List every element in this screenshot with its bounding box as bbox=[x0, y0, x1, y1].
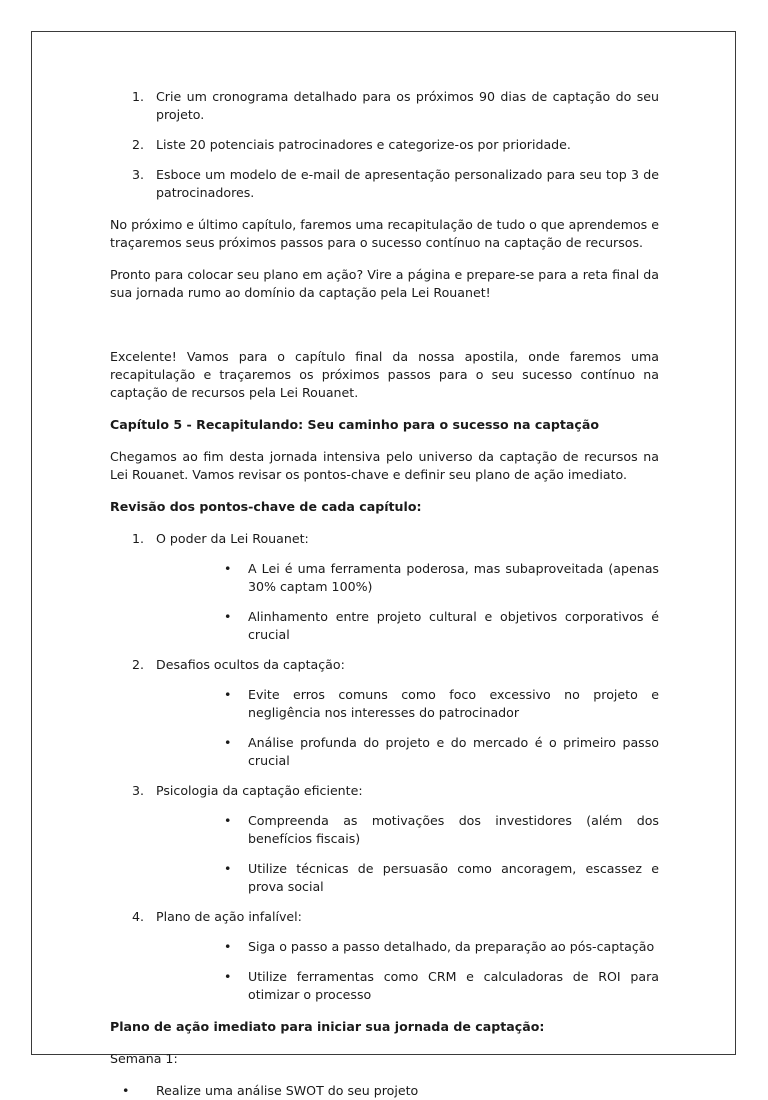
list-number: 1. bbox=[132, 531, 145, 546]
chapter-title: Capítulo 5 - Recapitulando: Seu caminho para o sucesso na captação bbox=[110, 417, 599, 432]
list-number: 3. bbox=[132, 783, 145, 798]
bullet-icon: • bbox=[224, 939, 232, 954]
list-number: 3. bbox=[132, 167, 145, 182]
bullet-text: Análise profunda do projeto e do mercado é o primeiro passo crucial bbox=[248, 735, 659, 768]
list-item bbox=[110, 166, 659, 202]
bullet-text: Realize uma análise SWOT do seu projeto bbox=[156, 1083, 419, 1098]
bullet-text: A Lei é uma ferramenta poderosa, mas subaproveitada (apenas 30% captam 100%) bbox=[248, 561, 659, 594]
list-item bbox=[110, 88, 659, 124]
list-item bbox=[110, 530, 659, 644]
bullet-text: Siga o passo a passo detalhado, da preparação ao pós-captação bbox=[248, 939, 655, 954]
list-item-title: Psicologia da captação eficiente: bbox=[156, 783, 363, 798]
bullet-item bbox=[156, 608, 659, 644]
bullet-icon: • bbox=[224, 735, 232, 750]
bullet-text: Utilize ferramentas como CRM e calculadoras de ROI para otimizar o processo bbox=[248, 969, 659, 1002]
bullet-text: Alinhamento entre projeto cultural e objetivos corporativos é crucial bbox=[248, 609, 659, 642]
bullet-item bbox=[156, 734, 659, 770]
bullet-list bbox=[156, 686, 659, 770]
bullet-icon: • bbox=[224, 609, 232, 624]
bullet-item bbox=[156, 812, 659, 848]
bullet-item bbox=[156, 860, 659, 896]
bullet-icon: • bbox=[224, 687, 232, 702]
bullet-text: Evite erros comuns como foco excessivo no projeto e negligência nos interesses do patrocinador bbox=[248, 687, 659, 720]
list-item-text: Liste 20 potenciais patrocinadores e categorize-os por prioridade. bbox=[156, 137, 571, 152]
list-number: 1. bbox=[132, 89, 145, 104]
bullet-item bbox=[110, 1082, 659, 1100]
bullet-icon: • bbox=[224, 969, 232, 984]
list-number: 4. bbox=[132, 909, 145, 924]
paragraph-arrived: Chegamos ao fim desta jornada intensiva pelo universo da captação de recursos na Lei Rouanet. Vamos revisar os pontos-chave e definir seu plano de ação imediato. bbox=[110, 449, 659, 482]
list-number: 2. bbox=[132, 657, 145, 672]
bullet-item bbox=[156, 968, 659, 1004]
list-item bbox=[110, 782, 659, 896]
list-item-title: O poder da Lei Rouanet: bbox=[156, 531, 309, 546]
paragraph-next-chapter: No próximo e último capítulo, faremos uma recapitulação de tudo o que aprendemos e traçaremos seus próximos passos para o sucesso contínuo na captação de recursos. bbox=[110, 217, 659, 250]
list-item-title: Desafios ocultos da captação: bbox=[156, 657, 345, 672]
bullet-item bbox=[156, 686, 659, 722]
list-item-text: Crie um cronograma detalhado para os próximos 90 dias de captação do seu projeto. bbox=[156, 89, 659, 122]
list-item bbox=[110, 136, 659, 154]
bullet-icon: • bbox=[224, 861, 232, 876]
paragraph-excellent: Excelente! Vamos para o capítulo final da nossa apostila, onde faremos uma recapitulação e traçaremos os próximos passos para o seu sucesso contínuo na captação de recursos pela Lei Rouanet. bbox=[110, 349, 659, 400]
action-plan-heading: Plano de ação imediato para iniciar sua jornada de captação: bbox=[110, 1019, 545, 1034]
bullet-icon: • bbox=[122, 1083, 130, 1098]
section-gap bbox=[110, 316, 659, 348]
bullet-list bbox=[156, 938, 659, 1004]
intro-numbered-list bbox=[110, 88, 659, 202]
review-numbered-list bbox=[110, 530, 659, 1004]
bullet-list bbox=[156, 812, 659, 896]
week-label: Semana 1: bbox=[110, 1051, 178, 1066]
review-heading: Revisão dos pontos-chave de cada capítulo: bbox=[110, 499, 422, 514]
list-item-text: Esboce um modelo de e-mail de apresentação personalizado para seu top 3 de patrocinadores. bbox=[156, 167, 659, 200]
list-item bbox=[110, 908, 659, 1004]
document-body bbox=[110, 88, 659, 1100]
bullet-icon: • bbox=[224, 561, 232, 576]
bullet-list bbox=[156, 560, 659, 644]
list-number: 2. bbox=[132, 137, 145, 152]
bullet-text: Utilize técnicas de persuasão como ancoragem, escassez e prova social bbox=[248, 861, 659, 894]
bullet-item bbox=[156, 938, 659, 956]
bullet-icon: • bbox=[224, 813, 232, 828]
bullet-text: Compreenda as motivações dos investidores (além dos benefícios fiscais) bbox=[248, 813, 659, 846]
bullet-item bbox=[156, 560, 659, 596]
list-item-title: Plano de ação infalível: bbox=[156, 909, 302, 924]
paragraph-ready: Pronto para colocar seu plano em ação? Vire a página e prepare-se para a reta final da sua jornada rumo ao domínio da captação pela Lei Rouanet! bbox=[110, 267, 659, 300]
week-bullet-list bbox=[110, 1082, 659, 1100]
list-item bbox=[110, 656, 659, 770]
